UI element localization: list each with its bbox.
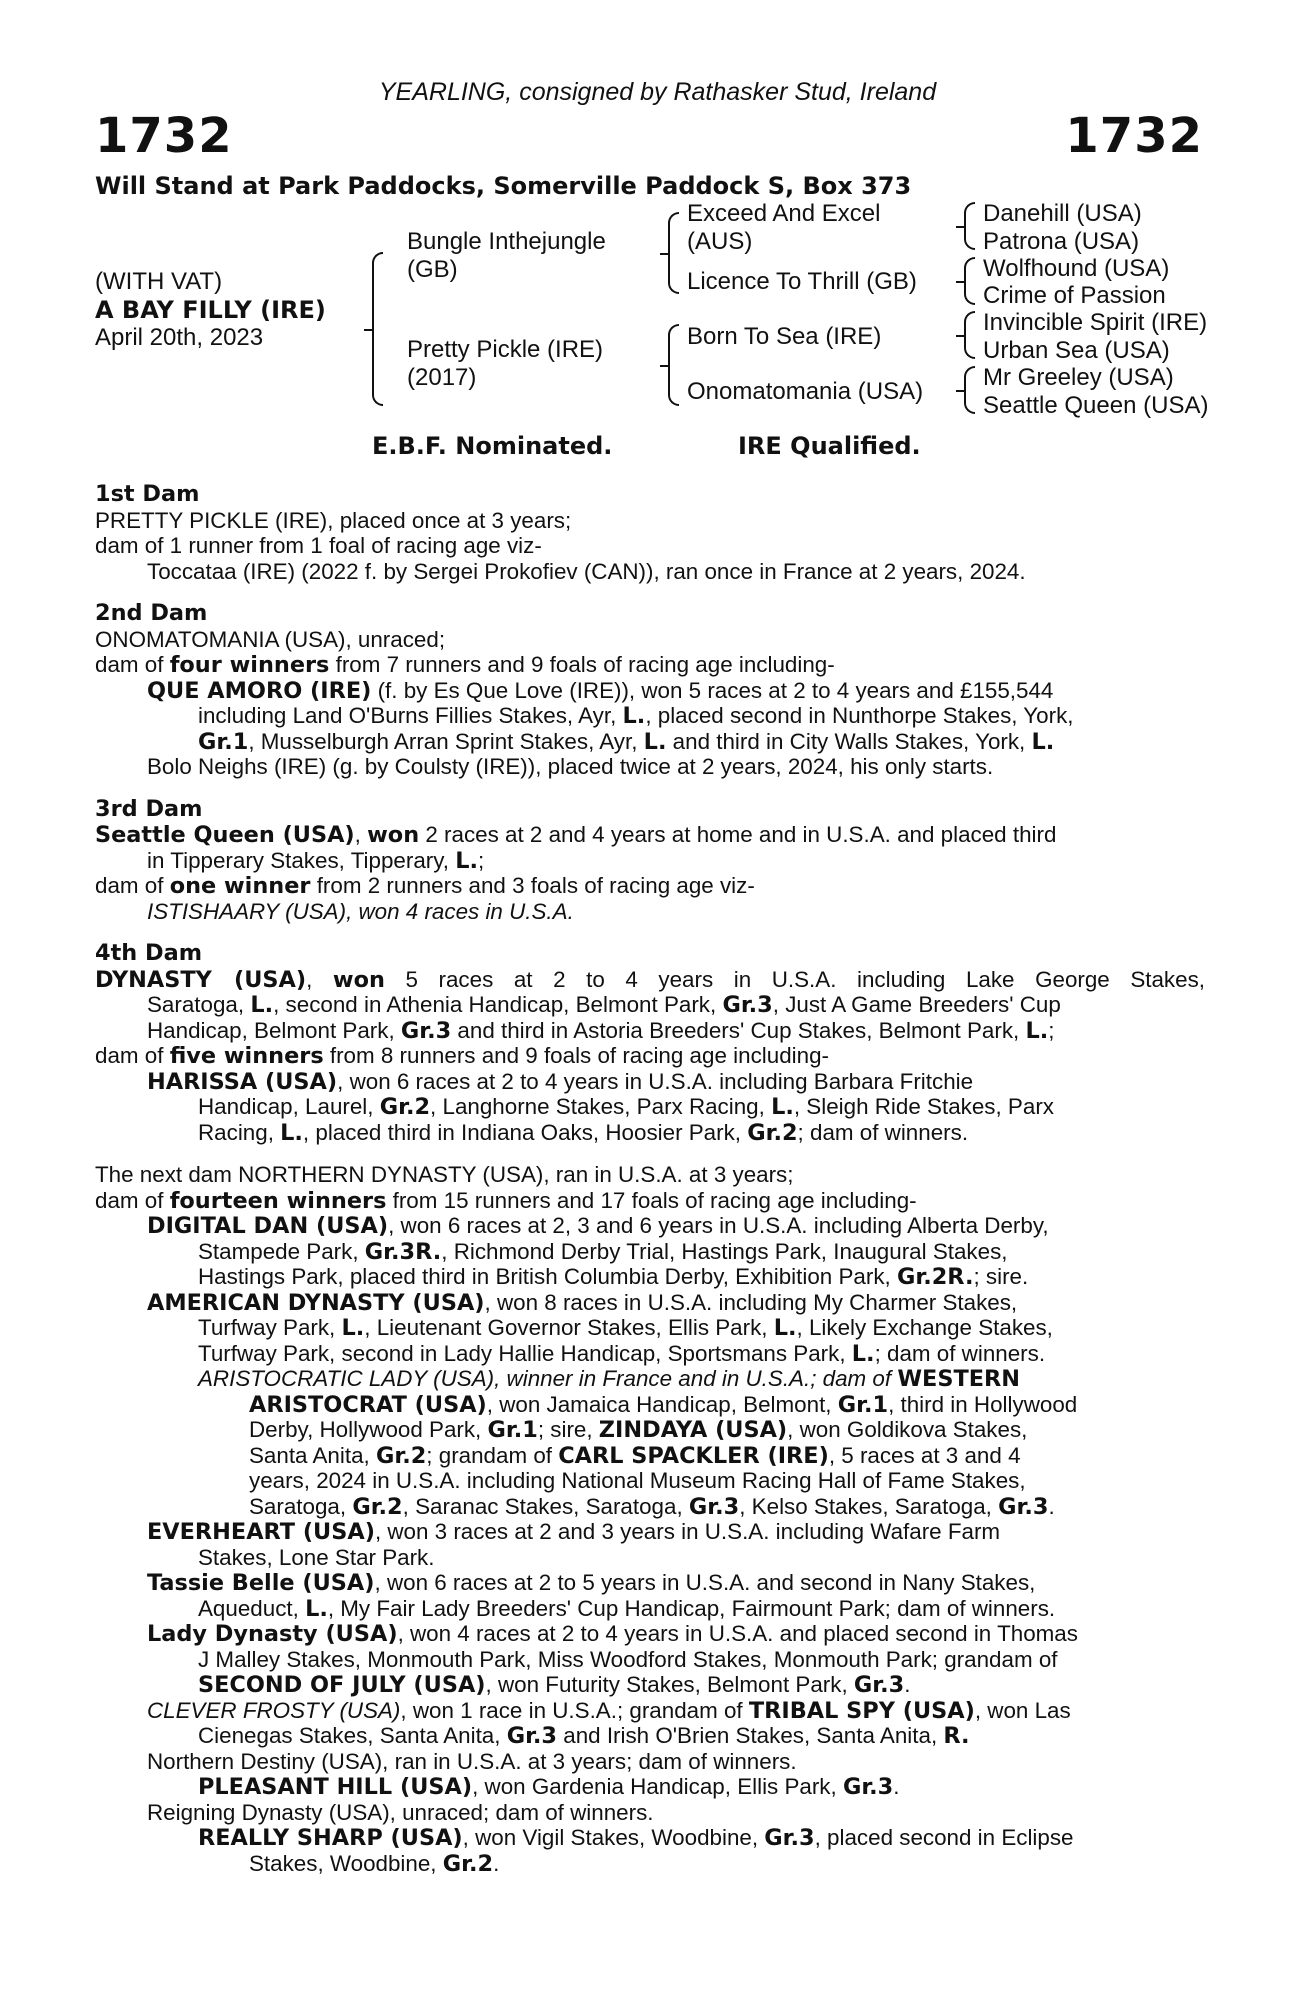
fourth-dam-line: HARISSA (USA), won 6 races at 2 to 4 years in U.S.A. including Barbara Fritchie <box>147 1068 974 1095</box>
next-dam-line: Lady Dynasty (USA), won 4 races at 2 to 4 years in U.S.A. and placed second in Thomas <box>147 1621 1078 1647</box>
second-dam-line: ONOMATOMANIA (USA), unraced; <box>95 626 446 652</box>
lot-number-right: 1732 <box>1065 108 1203 164</box>
pedigree-sire-dam: Licence To Thrill (GB) <box>687 268 917 295</box>
ebf-nominated: E.B.F. Nominated. <box>372 432 613 460</box>
pedigree-gg1: Danehill (USA) <box>983 200 1142 227</box>
second-dam-line: QUE AMORO (IRE) (f. by Es Que Love (IRE)), won 5 races at 2 to 4 years and £155,544 <box>147 677 1054 704</box>
third-dam-line: ISTISHAARY (USA), won 4 races in U.S.A. <box>147 898 574 924</box>
fourth-dam-heading: 4th Dam <box>95 940 203 966</box>
third-dam-heading: 3rd Dam <box>95 795 203 822</box>
next-dam-line: Santa Anita, Gr.2; grandam of CARL SPACKLER (IRE), 5 races at 3 and 4 <box>249 1442 1021 1469</box>
next-dam-line: Northern Destiny (USA), ran in U.S.A. at 3 years; dam of winners. <box>147 1748 797 1774</box>
next-dam-line: Aqueduct, L., My Fair Lady Breeders' Cup Handicap, Fairmount Park; dam of winners. <box>198 1595 1056 1622</box>
pedigree-sire-line2: (GB) <box>407 256 458 283</box>
pedigree-sire-sire-line1: Exceed And Excel <box>687 200 881 227</box>
pedigree-brace-main <box>372 252 383 406</box>
first-dam-line: Toccataa (IRE) (2022 f. by Sergei Prokofiev (CAN)), ran once in France at 2 years, 2024. <box>147 558 1026 584</box>
next-dam-line: ARISTOCRATIC LADY (USA), winner in France and in U.S.A.; dam of WESTERN <box>198 1366 1020 1392</box>
pedigree-sire-sire-line2: (AUS) <box>687 228 753 255</box>
next-dam-line: Turfway Park, second in Lady Hallie Handicap, Sportsmans Park, L.; dam of winners. <box>198 1340 1046 1367</box>
next-dam-line: Stakes, Lone Star Park. <box>198 1544 435 1570</box>
foaling-date: April 20th, 2023 <box>95 324 264 351</box>
pedigree-dam-dam: Onomatomania (USA) <box>687 378 924 405</box>
third-dam-line: dam of one winner from 2 runners and 3 foals of racing age viz- <box>95 873 755 899</box>
second-dam-line: including Land O'Burns Fillies Stakes, Ayr, L., placed second in Nunthorpe Stakes, York, <box>198 703 1074 729</box>
third-dam-line: Seattle Queen (USA), won 2 races at 2 and 4 years at home and in U.S.A. and placed third <box>95 822 1057 848</box>
next-dam-line: years, 2024 in U.S.A. including National Museum Racing Hall of Fame Stakes, <box>249 1468 1026 1493</box>
second-dam-line: Gr.1, Musselburgh Arran Sprint Stakes, Ayr, L. and third in City Walls Stakes, York, L. <box>198 728 1055 755</box>
catalogue-subtitle: YEARLING, consigned by Rathasker Stud, Ireland <box>378 78 937 106</box>
pedigree-brace-sire <box>668 212 679 294</box>
next-dam-line: Tassie Belle (USA), won 6 races at 2 to 5 years in U.S.A. and second in Nany Stakes, <box>147 1570 1036 1596</box>
fourth-dam-line: Saratoga, L., second in Athenia Handicap, Belmont Park, Gr.3, Just A Game Breeders' Cup <box>147 992 1061 1018</box>
next-dam-line: Reigning Dynasty (USA), unraced; dam of winners. <box>147 1799 654 1825</box>
next-dam-line: Hastings Park, placed third in British Columbia Derby, Exhibition Park, Gr.2R.; sire. <box>198 1264 1029 1290</box>
second-dam-line: Bolo Neighs (IRE) (g. by Coulsty (IRE)), placed twice at 2 years, 2024, his only starts. <box>147 754 994 779</box>
second-dam-heading: 2nd Dam <box>95 600 208 626</box>
next-dam-line: ARISTOCRAT (USA), won Jamaica Handicap, Belmont, Gr.1, third in Hollywood <box>249 1391 1078 1418</box>
lot-number-left: 1732 <box>95 108 233 164</box>
horse-name: A BAY FILLY (IRE) <box>95 296 326 324</box>
fourth-dam-line: dam of five winners from 8 runners and 9 foals of racing age including- <box>95 1043 829 1069</box>
next-dam-line: Stakes, Woodbine, Gr.2. <box>249 1850 500 1877</box>
next-dam-line: Saratoga, Gr.2, Saranac Stakes, Saratoga, Gr.3, Kelso Stakes, Saratoga, Gr.3. <box>249 1493 1055 1520</box>
next-dam-line: Cienegas Stakes, Santa Anita, Gr.3 and Irish O'Brien Stakes, Santa Anita, R. <box>198 1723 970 1749</box>
next-dam-line: CLEVER FROSTY (USA), won 1 race in U.S.A.; grandam of TRIBAL SPY (USA), won Las <box>147 1697 1071 1724</box>
vat-note: (WITH VAT) <box>95 268 223 295</box>
stand-location: Will Stand at Park Paddocks, Somerville Paddock S, Box 373 <box>95 172 912 200</box>
fourth-dam-line: DYNASTY (USA), won 5 races at 2 to 4 years in U.S.A. including Lake George Stakes, <box>95 966 1205 993</box>
next-dam-line: AMERICAN DYNASTY (USA), won 8 races in U.S.A. including My Charmer Stakes, <box>147 1289 1018 1316</box>
pedigree-gg6: Urban Sea (USA) <box>983 337 1170 364</box>
fourth-dam-line: Handicap, Belmont Park, Gr.3 and third in Astoria Breeders' Cup Stakes, Belmont Park, L.; <box>147 1017 1055 1044</box>
fourth-dam-line: Handicap, Laurel, Gr.2, Langhorne Stakes, Parx Racing, L., Sleigh Ride Stakes, Parx <box>198 1094 1054 1120</box>
pedigree-brace-g4 <box>964 366 975 414</box>
pedigree-brace-g2 <box>964 257 975 305</box>
pedigree-brace-g1 <box>964 202 975 250</box>
second-dam-line: dam of four winners from 7 runners and 9 foals of racing age including- <box>95 652 835 678</box>
pedigree-brace-g3 <box>964 311 975 359</box>
next-dam-line: The next dam NORTHERN DYNASTY (USA), ran in U.S.A. at 3 years; <box>95 1162 794 1187</box>
next-dam-line: Derby, Hollywood Park, Gr.1; sire, ZINDAYA (USA), won Goldikova Stakes, <box>249 1417 1028 1443</box>
next-dam-line: Stampede Park, Gr.3R., Richmond Derby Trial, Hastings Park, Inaugural Stakes, <box>198 1238 1008 1265</box>
pedigree-dam-line1: Pretty Pickle (IRE) <box>407 336 604 363</box>
pedigree-dam-line2: (2017) <box>407 364 477 391</box>
first-dam-line: PRETTY PICKLE (IRE), placed once at 3 years; <box>95 507 572 533</box>
next-dam-line: PLEASANT HILL (USA), won Gardenia Handicap, Ellis Park, Gr.3. <box>198 1774 900 1800</box>
third-dam-line: in Tipperary Stakes, Tipperary, L.; <box>147 847 485 874</box>
first-dam-heading: 1st Dam <box>95 481 200 507</box>
pedigree-gg7: Mr Greeley (USA) <box>983 364 1174 391</box>
next-dam-line: EVERHEART (USA), won 3 races at 2 and 3 years in U.S.A. including Wafare Farm <box>147 1519 1001 1545</box>
next-dam-line: Turfway Park, L., Lieutenant Governor Stakes, Ellis Park, L., Likely Exchange Stakes, <box>198 1315 1053 1341</box>
first-dam-line: dam of 1 runner from 1 foal of racing age viz- <box>95 533 542 558</box>
pedigree-brace-dam <box>668 324 679 406</box>
pedigree-gg2: Patrona (USA) <box>983 228 1140 255</box>
next-dam-line: DIGITAL DAN (USA), won 6 races at 2, 3 and 6 years in U.S.A. including Alberta Derby, <box>147 1213 1049 1239</box>
fourth-dam-line: Racing, L., placed third in Indiana Oaks, Hoosier Park, Gr.2; dam of winners. <box>198 1119 969 1146</box>
pedigree-gg5: Invincible Spirit (IRE) <box>983 309 1208 336</box>
pedigree-gg4: Crime of Passion <box>983 282 1166 309</box>
next-dam-line: dam of fourteen winners from 15 runners and 17 foals of racing age including- <box>95 1187 917 1214</box>
next-dam-line: SECOND OF JULY (USA), won Futurity Stakes, Belmont Park, Gr.3. <box>198 1672 911 1698</box>
ire-qualified: IRE Qualified. <box>738 432 921 460</box>
produce-record <box>95 482 1205 1876</box>
pedigree-gg8: Seattle Queen (USA) <box>983 392 1209 419</box>
next-dam-line: REALLY SHARP (USA), won Vigil Stakes, Woodbine, Gr.3, placed second in Eclipse <box>198 1825 1074 1851</box>
pedigree-dam-sire: Born To Sea (IRE) <box>687 323 882 350</box>
next-dam-line: J Malley Stakes, Monmouth Park, Miss Woodford Stakes, Monmouth Park; grandam of <box>198 1646 1058 1672</box>
pedigree-gg3: Wolfhound (USA) <box>983 255 1170 282</box>
pedigree-sire-line1: Bungle Inthejungle <box>407 228 606 255</box>
